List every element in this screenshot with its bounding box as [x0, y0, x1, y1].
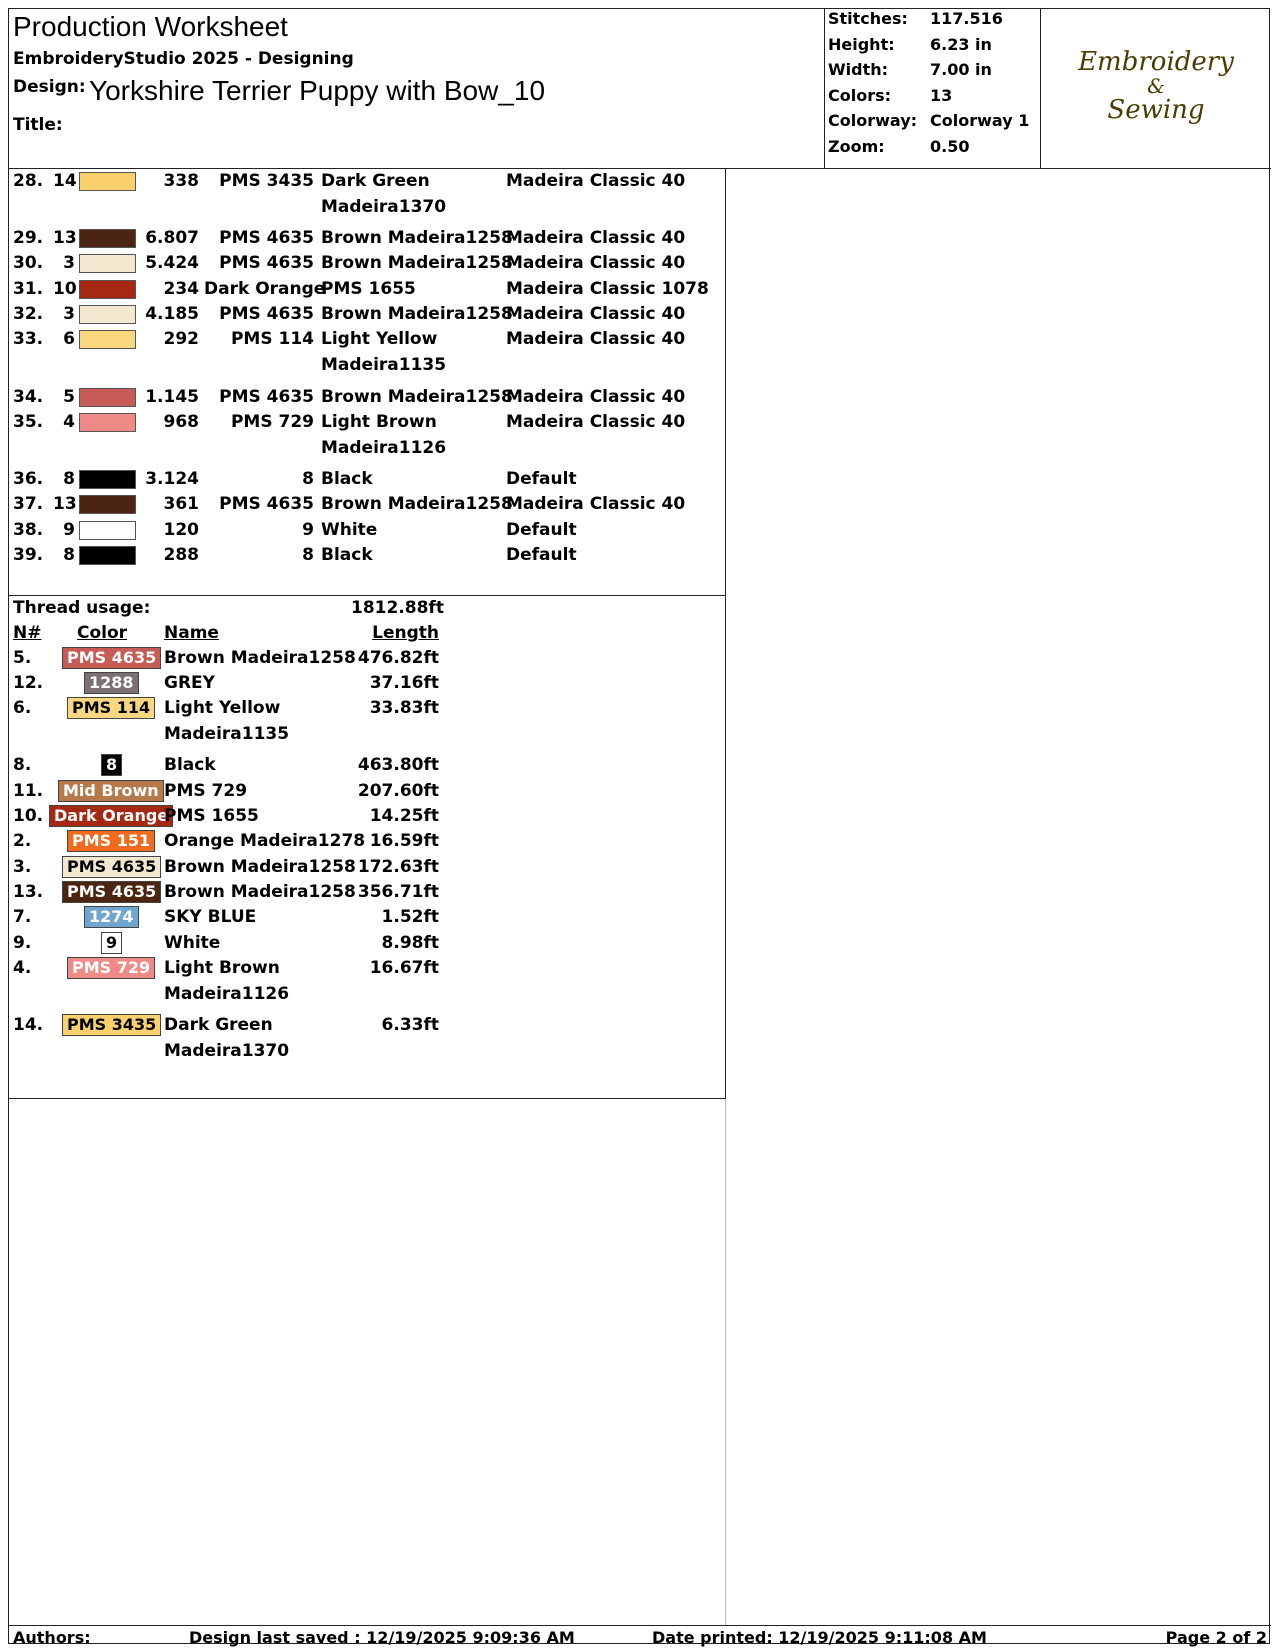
stop-color-swatch — [79, 330, 136, 349]
stat-key: Colors: — [828, 86, 892, 105]
stop-stitches: 4.185 — [145, 304, 199, 324]
stat-key: Zoom: — [828, 137, 885, 156]
usage-number: 6. — [13, 698, 32, 718]
stop-thread-brand: Madeira Classic 40 — [506, 412, 686, 432]
stop-code: 3 — [63, 304, 75, 324]
usage-color-tag: PMS 3435 — [62, 1014, 161, 1036]
stop-stitches: 6.807 — [145, 228, 199, 248]
stop-color-swatch — [79, 280, 136, 299]
usage-number: 14. — [13, 1015, 44, 1035]
logo-line: Embroidery — [1078, 47, 1234, 77]
stop-thread-brand: Madeira Classic 40 — [506, 304, 686, 324]
stop-number: 34. — [13, 387, 44, 407]
stop-stitches: 234 — [163, 279, 199, 299]
stat-value: 7.00 in — [930, 60, 992, 79]
stop-pms: PMS 4635 — [219, 253, 314, 273]
stop-number: 31. — [13, 279, 44, 299]
design-name: Yorkshire Terrier Puppy with Bow_10 — [89, 75, 546, 106]
worksheet-page — [8, 8, 1270, 1647]
usage-thread-name: Light Yellow — [164, 698, 281, 718]
stop-stitches: 292 — [163, 329, 199, 349]
stop-color-swatch — [79, 229, 136, 248]
usage-thread-name-cont: Madeira1135 — [164, 724, 290, 744]
stop-pms: 8 — [302, 469, 314, 489]
column-header-color: Color — [77, 623, 128, 643]
usage-thread-name: PMS 729 — [164, 781, 248, 801]
usage-length: 6.33ft — [381, 1015, 439, 1035]
stop-thread-name-cont: Madeira1370 — [321, 197, 447, 217]
stop-number: 39. — [13, 545, 44, 565]
stop-color-swatch — [79, 388, 136, 407]
stop-color-swatch — [79, 305, 136, 324]
usage-thread-name-cont: Madeira1370 — [164, 1041, 290, 1061]
stop-code: 13 — [53, 228, 77, 248]
stop-pms: PMS 4635 — [219, 228, 314, 248]
design-label: Design: — [13, 77, 86, 97]
logo-text — [1041, 47, 1271, 125]
column-header-num: N# — [13, 623, 42, 643]
usage-length: 1.52ft — [381, 907, 439, 927]
thread-usage-total: 1812.88ft — [351, 598, 444, 618]
footer-authors: Authors: — [13, 1628, 91, 1647]
usage-color-tag: PMS 4635 — [62, 647, 161, 669]
title-area — [9, 9, 824, 169]
stop-thread-brand: Madeira Classic 40 — [506, 253, 686, 273]
usage-length: 172.63ft — [357, 857, 439, 877]
usage-color-tag: 9 — [101, 932, 122, 954]
stop-thread-brand: Default — [506, 545, 577, 565]
stop-color-swatch — [79, 172, 136, 191]
usage-thread-name: SKY BLUE — [164, 907, 257, 927]
stop-thread-name: Black — [321, 545, 373, 565]
usage-length: 463.80ft — [357, 755, 439, 775]
stop-color-swatch — [79, 495, 136, 514]
stop-thread-brand: Default — [506, 469, 577, 489]
stop-code: 10 — [53, 279, 77, 299]
usage-number: 12. — [13, 673, 44, 693]
stop-thread-name: Brown Madeira1258 — [321, 304, 513, 324]
usage-color-tag: 1288 — [84, 672, 139, 694]
stop-thread-brand: Madeira Classic 40 — [506, 228, 686, 248]
stop-color-swatch — [79, 470, 136, 489]
stop-code: 8 — [63, 545, 75, 565]
usage-thread-name: PMS 1655 — [164, 806, 259, 826]
stop-code: 6 — [63, 329, 75, 349]
stop-pms: PMS 114 — [230, 329, 314, 349]
usage-number: 11. — [13, 781, 44, 801]
usage-length: 356.71ft — [357, 882, 439, 902]
stop-thread-name: Black — [321, 469, 373, 489]
worksheet-footer — [9, 1625, 1271, 1645]
column-header-name: Name — [164, 623, 219, 643]
stop-pms: Dark Orange — [204, 279, 326, 299]
footer-date-printed: Date printed: 12/19/2025 9:11:08 AM — [652, 1628, 987, 1647]
footer-last-saved: Design last saved : 12/19/2025 9:09:36 AM — [189, 1628, 575, 1647]
usage-number: 3. — [13, 857, 32, 877]
stop-thread-name: Brown Madeira1258 — [321, 253, 513, 273]
thread-usage-label: Thread usage: — [13, 598, 151, 618]
usage-color-tag: 8 — [101, 754, 122, 776]
stop-pms: 8 — [302, 545, 314, 565]
stat-key: Colorway: — [828, 111, 918, 130]
stop-color-swatch — [79, 546, 136, 565]
usage-color-tag: PMS 729 — [67, 957, 155, 979]
stat-value: Colorway 1 — [930, 111, 1030, 130]
stop-stitches: 288 — [163, 545, 199, 565]
stop-thread-name: PMS 1655 — [321, 279, 416, 299]
stop-thread-brand: Default — [506, 520, 577, 540]
stop-pms: 9 — [302, 520, 314, 540]
stop-thread-name-cont: Madeira1135 — [321, 355, 447, 375]
usage-thread-name: Brown Madeira1258 — [164, 882, 356, 902]
usage-thread-name: White — [164, 933, 221, 953]
stop-code: 13 — [53, 494, 77, 514]
stop-thread-name-cont: Madeira1126 — [321, 438, 447, 458]
usage-color-tag: Mid Brown — [58, 780, 164, 802]
stop-code: 5 — [63, 387, 75, 407]
usage-length: 476.82ft — [357, 648, 439, 668]
stop-pms: PMS 4635 — [219, 387, 314, 407]
title-label: Title: — [13, 115, 63, 135]
usage-thread-name: Black — [164, 755, 216, 775]
usage-color-tag: 1274 — [84, 906, 139, 928]
stop-stitches: 120 — [163, 520, 199, 540]
brand-logo — [1041, 9, 1271, 169]
stop-thread-name: White — [321, 520, 378, 540]
app-version: EmbroideryStudio 2025 - Designing — [13, 49, 354, 69]
stop-thread-name: Brown Madeira1258 — [321, 387, 513, 407]
stop-stitches: 1.145 — [145, 387, 199, 407]
stop-color-swatch — [79, 413, 136, 432]
usage-thread-name-cont: Madeira1126 — [164, 984, 290, 1004]
footer-page-number: Page 2 of 2 — [1165, 1628, 1267, 1647]
stop-thread-name: Light Brown — [321, 412, 437, 432]
usage-color-tag: PMS 4635 — [62, 881, 161, 903]
usage-length: 14.25ft — [369, 806, 439, 826]
stop-color-swatch — [79, 254, 136, 273]
stop-thread-name: Light Yellow — [321, 329, 438, 349]
stop-thread-name: Dark Green — [321, 171, 430, 191]
design-stats — [824, 9, 1041, 169]
stat-value: 117.516 — [930, 9, 1003, 28]
stop-number: 29. — [13, 228, 44, 248]
usage-thread-name: Dark Green — [164, 1015, 273, 1035]
stop-thread-brand: Madeira Classic 40 — [506, 494, 686, 514]
stat-key: Height: — [828, 35, 895, 54]
usage-color-tag: Dark Orange — [49, 805, 173, 827]
stat-key: Width: — [828, 60, 889, 79]
stop-number: 36. — [13, 469, 44, 489]
stop-number: 28. — [13, 171, 44, 191]
column-header-length: Length — [372, 623, 439, 643]
stop-number: 35. — [13, 412, 44, 432]
stat-value: 6.23 in — [930, 35, 992, 54]
stop-number: 38. — [13, 520, 44, 540]
stop-number: 37. — [13, 494, 44, 514]
usage-number: 13. — [13, 882, 44, 902]
usage-length: 33.83ft — [369, 698, 439, 718]
usage-number: 9. — [13, 933, 32, 953]
usage-thread-name: Brown Madeira1258 — [164, 648, 356, 668]
stop-code: 8 — [63, 469, 75, 489]
stop-code: 3 — [63, 253, 75, 273]
stop-pms: PMS 4635 — [219, 494, 314, 514]
usage-color-tag: PMS 4635 — [62, 856, 161, 878]
usage-number: 7. — [13, 907, 32, 927]
usage-length: 8.98ft — [381, 933, 439, 953]
usage-length: 16.67ft — [369, 958, 439, 978]
stop-stitches: 361 — [163, 494, 199, 514]
stop-code: 9 — [63, 520, 75, 540]
thread-usage-table — [9, 596, 726, 1099]
logo-line: & — [1147, 74, 1165, 98]
stop-stitches: 5.424 — [145, 253, 199, 273]
stop-number: 33. — [13, 329, 44, 349]
usage-color-tag: PMS 151 — [67, 830, 155, 852]
left-column — [9, 169, 726, 1625]
worksheet-header — [9, 9, 1271, 169]
stop-thread-brand: Madeira Classic 1078 — [506, 279, 709, 299]
usage-length: 16.59ft — [369, 831, 439, 851]
stop-thread-name: Brown Madeira1258 — [321, 228, 513, 248]
usage-number: 4. — [13, 958, 32, 978]
stop-thread-brand: Madeira Classic 40 — [506, 387, 686, 407]
usage-length: 207.60ft — [357, 781, 439, 801]
stop-stitches: 968 — [163, 412, 199, 432]
usage-thread-name: Brown Madeira1258 — [164, 857, 356, 877]
stop-thread-brand: Madeira Classic 40 — [506, 329, 686, 349]
stop-stitches: 338 — [163, 171, 199, 191]
page-title: Production Worksheet — [13, 11, 288, 42]
stat-key: Stitches: — [828, 9, 908, 28]
stop-number: 32. — [13, 304, 44, 324]
stop-thread-brand: Madeira Classic 40 — [506, 171, 686, 191]
logo-line: Sewing — [1107, 95, 1205, 125]
stop-color-swatch — [79, 521, 136, 540]
color-stop-table — [9, 169, 726, 596]
stop-code: 14 — [53, 171, 77, 191]
usage-thread-name: Light Brown — [164, 958, 280, 978]
usage-number: 8. — [13, 755, 32, 775]
stat-value: 0.50 — [930, 137, 970, 156]
stop-number: 30. — [13, 253, 44, 273]
stop-pms: PMS 4635 — [219, 304, 314, 324]
usage-color-tag: PMS 114 — [67, 697, 155, 719]
usage-length: 37.16ft — [369, 673, 439, 693]
stat-value: 13 — [930, 86, 953, 105]
usage-thread-name: GREY — [164, 673, 215, 693]
usage-number: 10. — [13, 806, 44, 826]
stop-code: 4 — [63, 412, 75, 432]
usage-thread-name: Orange Madeira1278 — [164, 831, 366, 851]
stop-thread-name: Brown Madeira1258 — [321, 494, 513, 514]
stop-pms: PMS 729 — [230, 412, 314, 432]
stop-stitches: 3.124 — [145, 469, 199, 489]
stop-pms: PMS 3435 — [219, 171, 314, 191]
usage-number: 5. — [13, 648, 32, 668]
usage-number: 2. — [13, 831, 32, 851]
